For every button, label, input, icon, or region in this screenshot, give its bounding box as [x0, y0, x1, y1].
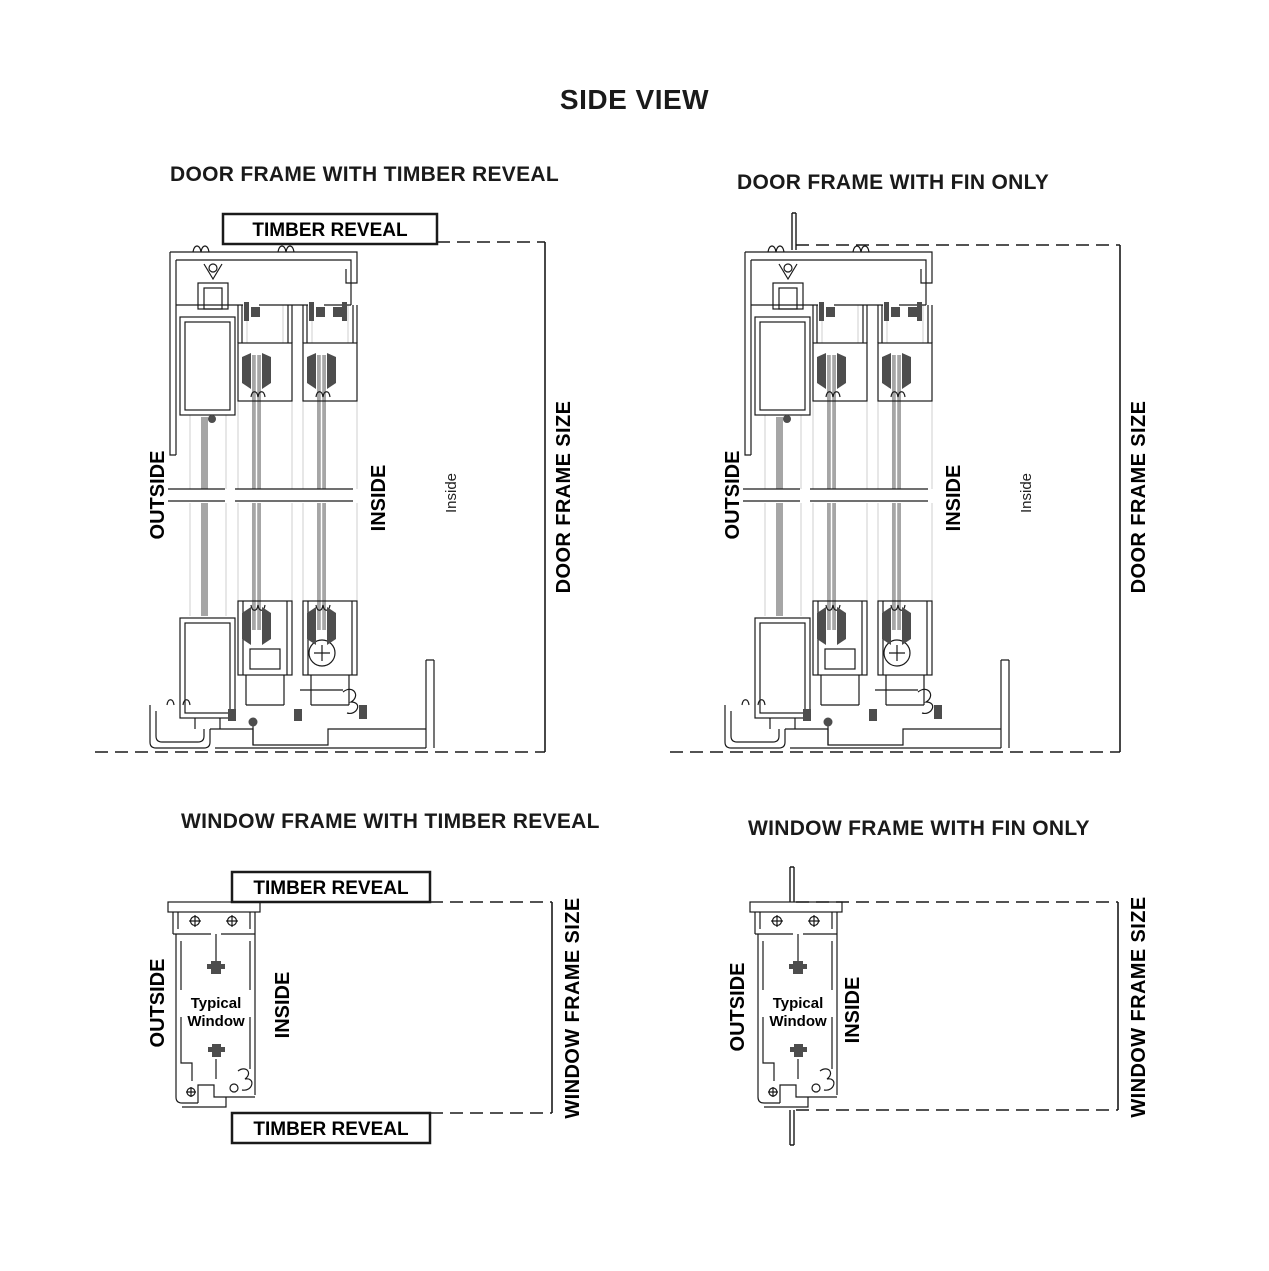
- page-title: SIDE VIEW: [559, 84, 710, 115]
- typical-window-note-line1: Typical: [772, 995, 824, 1012]
- typical-window-note-line2: Window: [769, 1013, 827, 1030]
- outside-label: OUTSIDE: [727, 962, 749, 1052]
- door-timber-drawing: [95, 205, 580, 765]
- door-fin-heading: DOOR FRAME WITH FIN ONLY: [737, 171, 1050, 194]
- inside-note: Inside: [443, 472, 460, 514]
- window-fin-drawing: [710, 845, 1170, 1175]
- window-fin-heading: WINDOW FRAME WITH FIN ONLY: [748, 817, 1090, 840]
- window-frame-size-label: WINDOW FRAME SIZE: [1128, 896, 1150, 1118]
- mounting-fin-bottom: [790, 1110, 794, 1145]
- inside-label: INSIDE: [943, 464, 965, 532]
- inside-note: Inside: [1018, 472, 1035, 514]
- timber-reveal-label-bottom: TIMBER REVEAL: [253, 1119, 409, 1140]
- outside-label: OUTSIDE: [722, 450, 744, 540]
- typical-window-note-line1: Typical: [190, 995, 242, 1012]
- inside-label: INSIDE: [842, 976, 864, 1044]
- mounting-fin: [792, 213, 796, 250]
- outside-label: OUTSIDE: [147, 958, 169, 1048]
- door-timber-heading: DOOR FRAME WITH TIMBER REVEAL: [170, 163, 560, 186]
- outside-label: OUTSIDE: [147, 450, 169, 540]
- window-timber-heading: WINDOW FRAME WITH TIMBER REVEAL: [181, 810, 600, 833]
- mounting-fin-top: [790, 867, 794, 902]
- timber-reveal-label: TIMBER REVEAL: [252, 220, 408, 241]
- window-timber-drawing: [128, 845, 588, 1175]
- timber-reveal-label-top: TIMBER REVEAL: [253, 878, 409, 899]
- door-frame-size-label: DOOR FRAME SIZE: [1128, 400, 1150, 594]
- door-fin-drawing: [670, 205, 1155, 765]
- inside-label: INSIDE: [272, 971, 294, 1039]
- typical-window-note-line2: Window: [187, 1013, 245, 1030]
- door-frame-size-label: DOOR FRAME SIZE: [553, 400, 575, 594]
- window-frame-size-label: WINDOW FRAME SIZE: [562, 897, 584, 1119]
- inside-label: INSIDE: [368, 464, 390, 532]
